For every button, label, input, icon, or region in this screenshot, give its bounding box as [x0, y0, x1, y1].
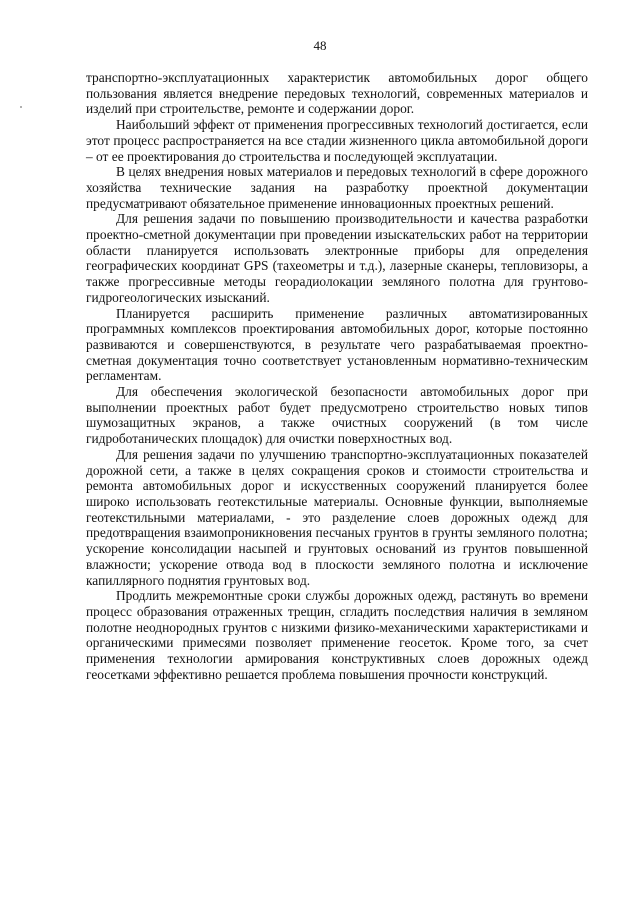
paragraph-4: Для решения задачи по повышению производительности и качества разработки проектно-сметной документации при проведении изыскательских работ на территории области планируется использовать электронные приборы для определения географических координат GPS (тахеометры и т.д.), лазерные сканеры, тепловизоры, а также прогрессивные методы георадиолокации земляного полотна для грунтово-гидрогеологических изысканий.: [86, 211, 588, 305]
paragraph-1: транспортно-эксплуатационных характеристик автомобильных дорог общего пользования является внедрение передовых технологий, современных материалов и изделий при строительстве, ремонте и содержании дорог.: [86, 70, 588, 117]
paragraph-3: В целях внедрения новых материалов и передовых технологий в сфере дорожного хозяйства технические задания на разработку проектной документации предусматривают обязательное применение инновационных проектных решений.: [86, 164, 588, 211]
paragraph-6: Для обеспечения экологической безопасности автомобильных дорог при выполнении проектных работ будет предусмотрено строительство новых типов шумозащитных экранов, а также очистных сооружений (в том числе гидроботанических площадок) для очистки поверхностных вод.: [86, 384, 588, 447]
paragraph-7: Для решения задачи по улучшению транспортно-эксплуатационных показателей дорожной сети, а также в целях сокращения сроков и стоимости строительства и ремонта автомобильных дорог и искусственных сооружений планируется более широко использовать геотекстильные материалы. Основные функции, выполняемые геотекстильными материалами, - это разделение слоев дорожных одежд для предотвращения взаимопроникновения песчаных грунтов в грунты земляного полотна; ускорение консолидации насыпей и грунтовых оснований из грунтов повышенной влажности; ускорение отвода вод в плоскости земляного полотна и исключение капиллярного поднятия грунтовых вод.: [86, 446, 588, 588]
page-number: 48: [313, 38, 327, 53]
paragraph-5: Планируется расширить применение различных автоматизированных программных комплексов проектирования автомобильных дорог, которые постоянно развиваются и совершенствуются, в результате чего разрабатываемая проектно-сметная документация точно соответствует установленным нормативно-техническим регламентам.: [86, 305, 588, 384]
paragraph-8: Продлить межремонтные сроки службы дорожных одежд, растянуть во времени процесс образования отраженных трещин, сгладить последствия наличия в земляном полотне неоднородных грунтов с низкими физико-механическими характеристиками и органическими примесями позволяет применение геосеток. Кроме того, за счет применения технологии армирования конструктивных слоев дорожных одежд геосетками эффективно решается проблема повышения прочности конструкций.: [86, 588, 588, 682]
paragraph-2: Наибольший эффект от применения прогрессивных технологий достигается, если этот процесс распространяется на все стадии жизненного цикла автомобильной дороги – от ее проектирования до строительства и последующей эксплуатации.: [86, 117, 588, 164]
body-text: [86, 70, 588, 682]
margin-dot: [20, 106, 22, 108]
